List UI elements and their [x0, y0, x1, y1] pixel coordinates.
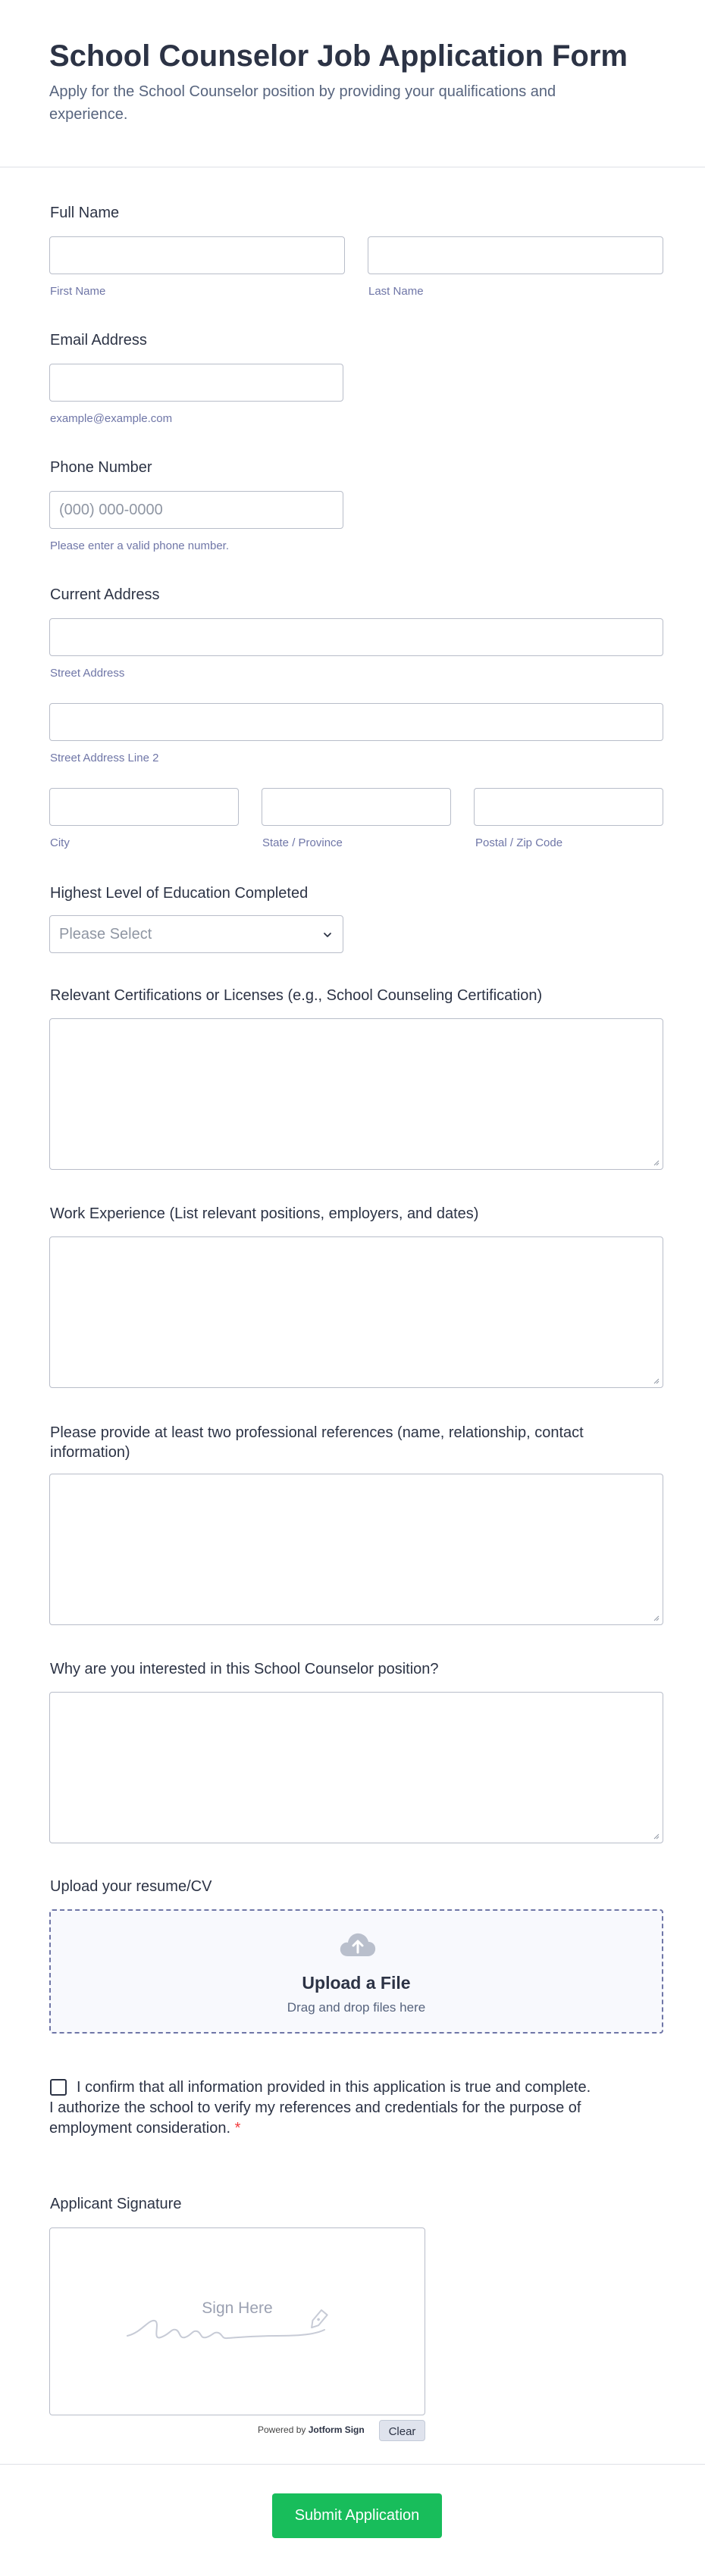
education-select-value: Please Select: [59, 926, 152, 943]
email-sublabel: example@example.com: [50, 412, 173, 425]
confirm-statement: [49, 2077, 595, 2139]
footer-divider: [0, 2464, 705, 2465]
full-name-label: Full Name: [50, 205, 120, 221]
street-address-input[interactable]: [49, 618, 663, 656]
city-input[interactable]: [49, 788, 239, 826]
phone-label: Phone Number: [50, 459, 152, 476]
resize-grip-icon[interactable]: [652, 1614, 660, 1621]
experience-label: Work Experience (List relevant positions, employers, and dates): [50, 1205, 479, 1222]
powered-by-jotform-sign: [258, 2424, 365, 2435]
email-label: Email Address: [50, 332, 147, 349]
powered-by-prefix: Powered by: [258, 2424, 306, 2435]
signature-placeholder: Sign Here: [202, 2299, 273, 2317]
education-select[interactable]: [49, 915, 343, 953]
interest-textarea[interactable]: [49, 1692, 663, 1843]
confirm-text: I confirm that all information provided in this application is true and complete. I authorize the school to verify my references and credentials for the purpose of employment consideration.: [49, 2079, 591, 2137]
signature-label: Applicant Signature: [50, 2196, 182, 2212]
street-address-sublabel: Street Address: [50, 667, 125, 680]
upload-label: Upload your resume/CV: [50, 1878, 212, 1895]
address-label: Current Address: [50, 586, 160, 603]
education-label: Highest Level of Education Completed: [50, 885, 309, 902]
powered-by-brand: Jotform Sign: [308, 2424, 365, 2435]
street-address-line2-input[interactable]: [49, 703, 663, 741]
last-name-input[interactable]: [368, 236, 663, 274]
resize-grip-icon[interactable]: [652, 1377, 660, 1384]
submit-application-button[interactable]: Submit Application: [272, 2493, 442, 2538]
email-input[interactable]: [49, 364, 343, 402]
street-address-line2-sublabel: Street Address Line 2: [50, 752, 159, 764]
form-title: School Counselor Job Application Form: [49, 39, 628, 73]
upload-title: Upload a File: [302, 1973, 411, 1993]
state-input[interactable]: [262, 788, 451, 826]
last-name-sublabel: Last Name: [368, 285, 424, 298]
references-label: Please provide at least two professional references (name, relationship, contact information): [50, 1424, 584, 1461]
references-textarea[interactable]: [49, 1474, 663, 1625]
certifications-label: Relevant Certifications or Licenses (e.g., School Counseling Certification): [50, 987, 543, 1004]
resize-grip-icon[interactable]: [652, 1832, 660, 1840]
first-name-input[interactable]: [49, 236, 345, 274]
form-header: [0, 0, 705, 167]
file-upload-dropzone[interactable]: [49, 1909, 663, 2034]
state-sublabel: State / Province: [262, 836, 343, 849]
resize-grip-icon[interactable]: [652, 1158, 660, 1166]
signature-pad[interactable]: [49, 2227, 425, 2415]
zip-sublabel: Postal / Zip Code: [475, 836, 563, 849]
upload-subtitle: Drag and drop files here: [287, 2000, 426, 2015]
city-sublabel: City: [50, 836, 70, 849]
cloud-upload-icon: [339, 1930, 377, 1958]
clear-signature-button[interactable]: Clear: [379, 2420, 425, 2441]
zip-input[interactable]: [474, 788, 663, 826]
certifications-textarea[interactable]: [49, 1018, 663, 1170]
chevron-down-icon: [321, 929, 334, 941]
experience-textarea[interactable]: [49, 1236, 663, 1388]
phone-input[interactable]: [49, 491, 343, 529]
required-mark: *: [234, 2120, 241, 2137]
interest-label: Why are you interested in this School Counselor position?: [50, 1661, 439, 1677]
first-name-sublabel: First Name: [50, 285, 106, 298]
form-subtitle: Apply for the School Counselor position by providing your qualifications and experience.: [49, 83, 556, 123]
phone-sublabel: Please enter a valid phone number.: [50, 539, 229, 552]
